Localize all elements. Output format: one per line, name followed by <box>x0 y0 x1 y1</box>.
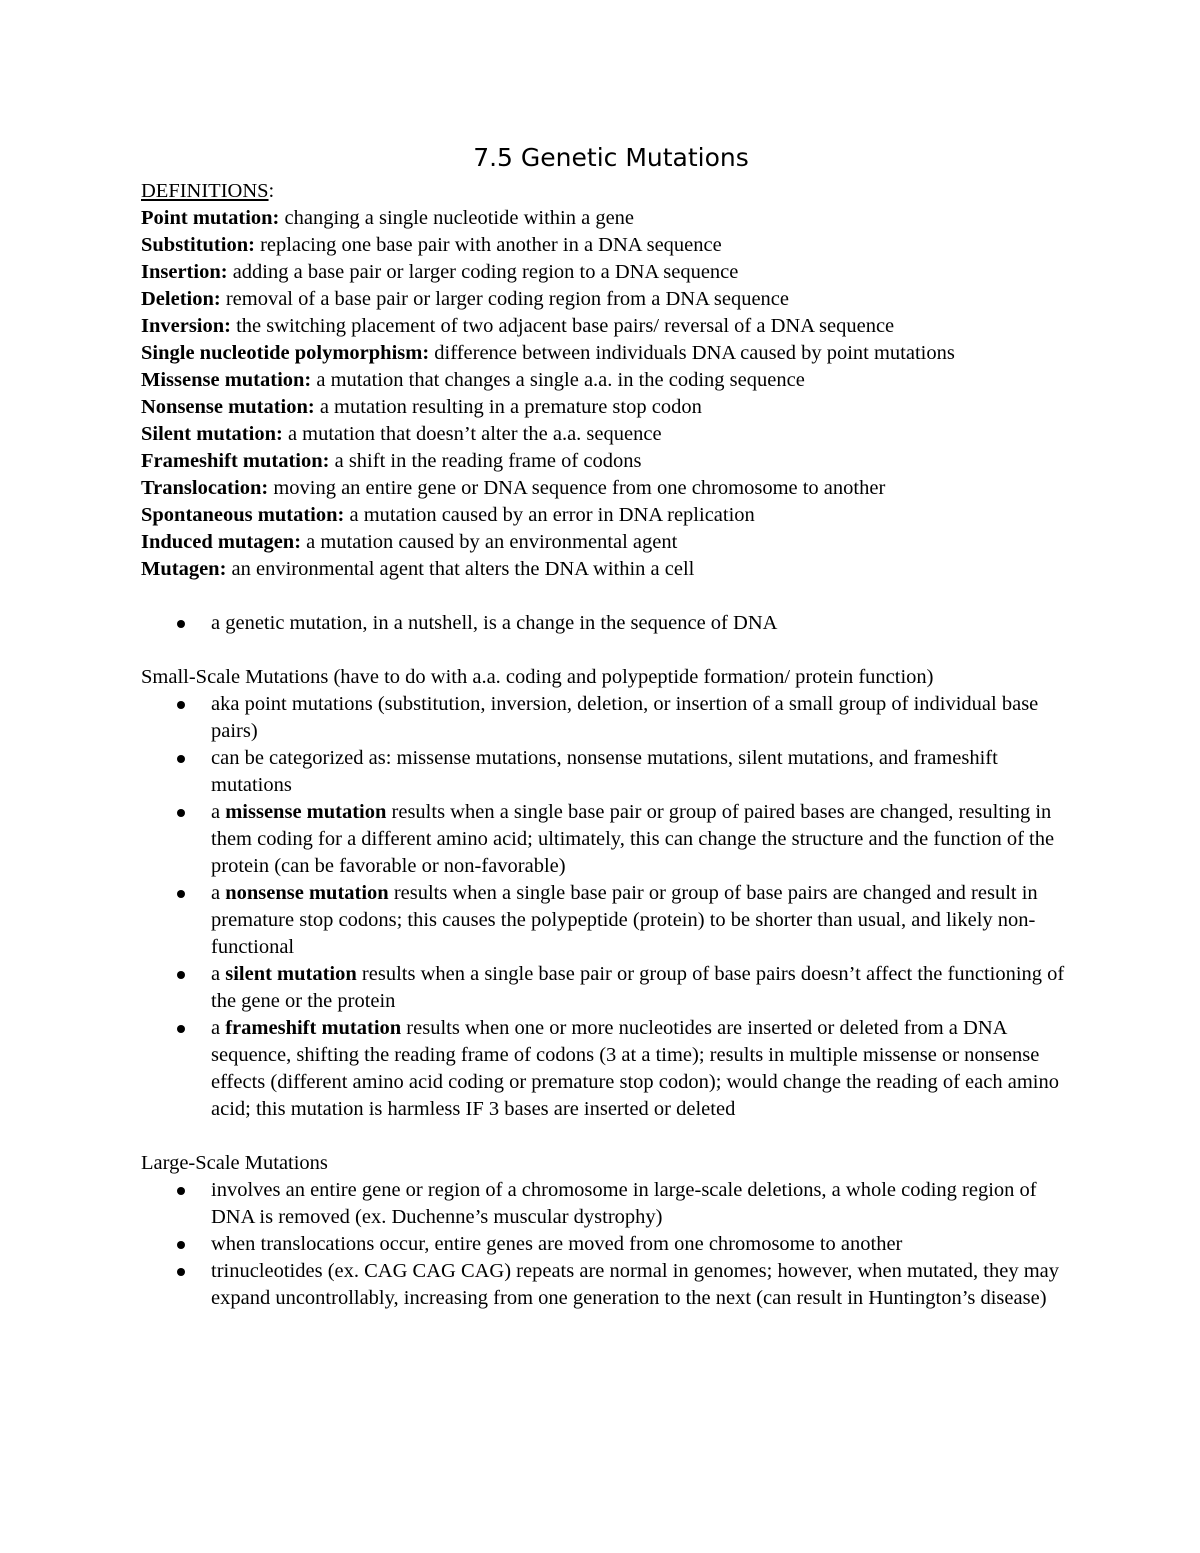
definition-text: a mutation that changes a single a.a. in the coding sequence <box>311 369 805 391</box>
large-scale-list <box>141 1177 1071 1312</box>
bullet-icon <box>177 755 185 763</box>
definition-item <box>141 367 1071 394</box>
list-item-term: nonsense mutation <box>225 882 389 904</box>
list-item <box>141 745 1071 799</box>
list-item-text: aka point mutations (substitution, inversion, deletion, or insertion of a small group of individual base pairs) <box>211 693 1039 742</box>
spacer <box>141 583 1071 610</box>
list-item <box>141 961 1071 1015</box>
definition-term: Induced mutagen: <box>141 531 302 553</box>
list-item-text: a <box>211 882 226 904</box>
definitions-list <box>141 205 1071 583</box>
definition-item <box>141 475 1071 502</box>
list-item-text: involves an entire gene or region of a chromosome in large-scale deletions, a whole coding region of DNA is removed (ex. Duchenne’s muscular dystrophy) <box>211 1179 1037 1228</box>
definition-term: Frameshift mutation: <box>141 450 330 472</box>
list-item-text: a genetic mutation, in a nutshell, is a change in the sequence of DNA <box>211 612 778 634</box>
definition-text: an environmental agent that alters the DNA within a cell <box>226 558 695 580</box>
list-item-text: when translocations occur, entire genes are moved from one chromosome to another <box>211 1233 903 1255</box>
definition-term: Missense mutation: <box>141 369 312 391</box>
definition-term: Silent mutation: <box>141 423 283 445</box>
definition-item <box>141 232 1071 259</box>
list-item-text: can be categorized as: missense mutations, nonsense mutations, silent mutations, and frameshift mutations <box>211 747 998 796</box>
definition-text: a mutation resulting in a premature stop codon <box>314 396 702 418</box>
definition-item <box>141 313 1071 340</box>
bullet-icon <box>177 620 185 628</box>
definition-text: difference between individuals DNA caused by point mutations <box>429 342 955 364</box>
list-item-text: trinucleotides (ex. CAG CAG CAG) repeats are normal in genomes; however, when mutated, they may expand uncontrollably, increasing from one generation to the next (can result in Huntington’s disease) <box>211 1260 1059 1309</box>
definition-item <box>141 421 1071 448</box>
page-title: 7.5 Genetic Mutations <box>473 143 749 172</box>
definition-text: changing a single nucleotide within a gene <box>279 207 635 229</box>
bullet-icon <box>177 1025 185 1033</box>
list-item-text: a <box>211 1017 226 1039</box>
summary-list <box>141 610 1071 637</box>
definition-term: Spontaneous mutation: <box>141 504 345 526</box>
definition-item <box>141 394 1071 421</box>
list-item-term: silent mutation <box>225 963 357 985</box>
definitions-heading: DEFINITIONS <box>141 180 269 202</box>
definition-text: a mutation caused by an environmental agent <box>301 531 678 553</box>
small-scale-heading: Small-Scale Mutations (have to do with a.a. coding and polypeptide formation/ protein function) <box>141 666 934 688</box>
list-item <box>141 610 1071 637</box>
list-item-term: missense mutation <box>225 801 387 823</box>
definition-term: Point mutation: <box>141 207 280 229</box>
definition-item <box>141 286 1071 313</box>
definition-text: a mutation that doesn’t alter the a.a. sequence <box>282 423 662 445</box>
small-scale-list <box>141 691 1071 1123</box>
bullet-icon <box>177 1187 185 1195</box>
definition-term: Single nucleotide polymorphism: <box>141 342 430 364</box>
list-item <box>141 1177 1071 1231</box>
definition-term: Insertion: <box>141 261 228 283</box>
definition-text: adding a base pair or larger coding region to a DNA sequence <box>227 261 739 283</box>
list-item <box>141 880 1071 961</box>
definition-item <box>141 448 1071 475</box>
definition-item <box>141 205 1071 232</box>
definition-term: Nonsense mutation: <box>141 396 315 418</box>
definition-text: a shift in the reading frame of codons <box>329 450 642 472</box>
definition-term: Substitution: <box>141 234 255 256</box>
definition-text: replacing one base pair with another in a DNA sequence <box>254 234 722 256</box>
bullet-icon <box>177 701 185 709</box>
bullet-icon <box>177 1241 185 1249</box>
definition-item <box>141 340 1071 367</box>
large-scale-heading: Large-Scale Mutations <box>141 1152 328 1174</box>
bullet-icon <box>177 890 185 898</box>
list-item <box>141 1015 1071 1123</box>
list-item <box>141 1231 1071 1258</box>
bullet-icon <box>177 809 185 817</box>
list-item-text: results when a single base pair or group of base pairs are changed and result in premature stop codons; this causes the polypeptide (protein) to be shorter than usual, and likely non-functional <box>211 882 1038 958</box>
definitions-heading-line <box>141 178 1071 205</box>
list-item-text: results when a single base pair or group of paired bases are changed, resulting in them coding for a different amino acid; ultimately, this can change the structure and the function of the protein (can be favorable or non-favorable) <box>211 801 1055 877</box>
definition-item <box>141 529 1071 556</box>
definition-item <box>141 259 1071 286</box>
definition-text: the switching placement of two adjacent base pairs/ reversal of a DNA sequence <box>230 315 895 337</box>
document-page <box>141 142 1071 1312</box>
list-item-text: a <box>211 963 226 985</box>
list-item-text: results when a single base pair or group of base pairs doesn’t affect the functioning of the gene or the protein <box>211 963 1065 1012</box>
definition-term: Deletion: <box>141 288 221 310</box>
bullet-icon <box>177 971 185 979</box>
definition-text: moving an entire gene or DNA sequence from one chromosome to another <box>268 477 886 499</box>
list-item-text: results when one or more nucleotides are inserted or deleted from a DNA sequence, shifting the reading frame of codons (3 at a time); results in multiple missense or nonsense effects (different amino acid coding or premature stop codon); would change the reading of each amino acid; this mutation is harmless IF 3 bases are inserted or deleted <box>211 1017 1059 1120</box>
definitions-heading-colon: : <box>268 180 275 202</box>
list-item-text: a <box>211 801 226 823</box>
list-item <box>141 691 1071 745</box>
definition-item <box>141 502 1071 529</box>
definition-term: Mutagen: <box>141 558 227 580</box>
list-item <box>141 1258 1071 1312</box>
definition-text: a mutation caused by an error in DNA replication <box>344 504 755 526</box>
spacer <box>141 1123 1071 1150</box>
bullet-icon <box>177 1268 185 1276</box>
list-item-term: frameshift mutation <box>225 1017 402 1039</box>
definition-term: Translocation: <box>141 477 269 499</box>
list-item <box>141 799 1071 880</box>
spacer <box>141 637 1071 664</box>
definition-item <box>141 556 1071 583</box>
definition-term: Inversion: <box>141 315 231 337</box>
definition-text: removal of a base pair or larger coding region from a DNA sequence <box>220 288 789 310</box>
